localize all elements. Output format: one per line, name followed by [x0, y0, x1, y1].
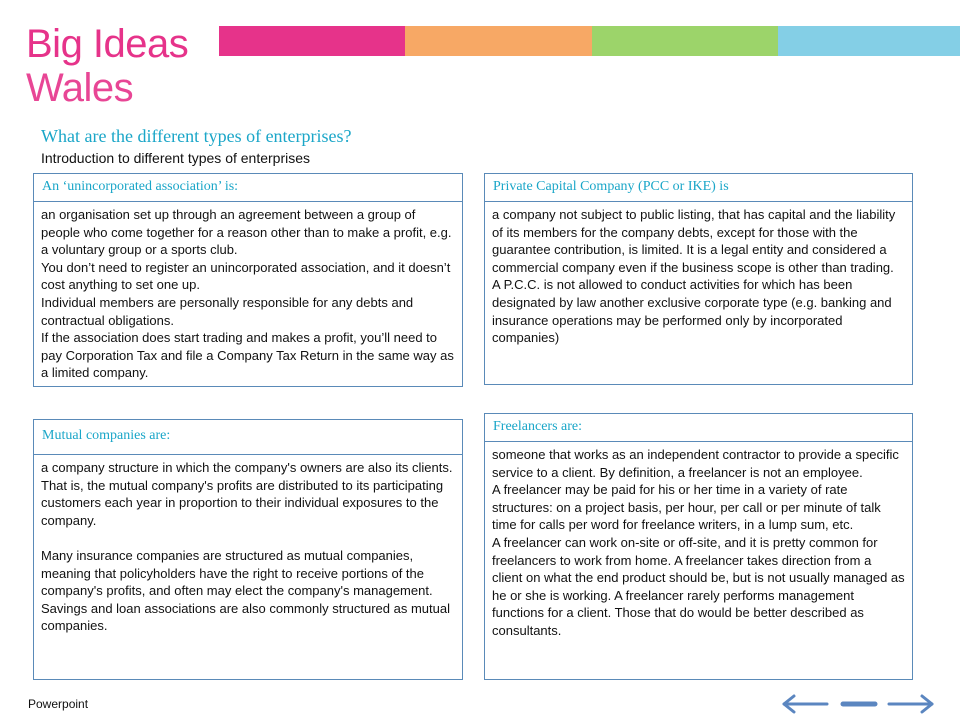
- box-paragraph: [41, 529, 455, 547]
- box-body: [485, 202, 912, 347]
- box-body: [34, 455, 462, 635]
- box-paragraph: a company not subject to public listing, that has capital and the liability of its members for the company debts, except for those with the guarantee contribution, is limited. It is a legal entity and considered a commercial company even if the business scope is other than trading.: [492, 207, 896, 275]
- freelancers-box: [484, 413, 913, 680]
- box-paragraph: You don’t need to register an unincorporated association, and it doesn’t cost anything to set one up.: [41, 259, 451, 293]
- box-heading: Freelancers are:: [485, 414, 912, 442]
- logo-big-ideas: Big Ideas: [26, 22, 189, 66]
- page-subtitle: Introduction to different types of enterprises: [41, 150, 311, 166]
- mutual-companies-box: [33, 419, 463, 680]
- footer-label: Powerpoint: [28, 697, 89, 711]
- box-paragraph: A freelancer may be paid for his or her time in a variety of rate structures: on a project basis, per hour, per call or per minute of talk time for calls per word for freelance writers, in a lump sum, etc.: [492, 482, 881, 533]
- box-paragraph: Many insurance companies are structured as mutual companies, meaning that policyholders have the right to receive portions of the company's profits, and often may elect the company's management. Savings and loan associations are also commonly structured as mutual companies.: [41, 547, 450, 634]
- color-bar-blue: [778, 26, 960, 56]
- home-dash-icon[interactable]: [840, 692, 878, 716]
- box-paragraph: If the association does start trading and makes a profit, you’ll need to pay Corporation Tax and file a Company Tax Return in the same way as a limited company.: [41, 330, 454, 381]
- box-paragraph: an organisation set up through an agreement between a group of people who come together for a reason other than to make a profit, e.g. a voluntary group or a sports club.: [41, 207, 452, 258]
- logo-wales: Wales: [26, 66, 134, 110]
- color-bar-orange: [405, 26, 592, 56]
- arrow-left-icon[interactable]: [780, 692, 830, 716]
- box-paragraph: A freelancer can work on-site or off-site, and it is pretty common for freelancers to work from home. A freelancer takes direction from a client on what the end product should be, but is not usually managed as he or she is working. A freelancer rarely performs management functions for a client. Those that do would be better described as consultants.: [492, 534, 905, 638]
- box-heading: Private Capital Company (PCC or IKE) is: [485, 174, 912, 202]
- pcc-box: [484, 173, 913, 385]
- box-paragraph: a company structure in which the company's owners are also its clients. That is, the mutual company's profits are distributed to its participating customers each year in proportion to their individual exposures to the company.: [41, 460, 453, 528]
- color-bar-green: [592, 26, 778, 56]
- page-title: What are the different types of enterprises?: [41, 126, 352, 146]
- box-paragraph: Individual members are personally responsible for any debts and contractual obligations.: [41, 294, 414, 328]
- box-body: [485, 442, 912, 640]
- color-bar-pink: [219, 26, 405, 56]
- box-heading: An ‘unincorporated association’ is:: [34, 174, 462, 202]
- box-heading: Mutual companies are:: [34, 420, 462, 455]
- box-paragraph: A P.C.C. is not allowed to conduct activities for which has been designated by law another exclusive corporate type (e.g. banking and insurance operations may be performed only by incorporated companies): [492, 277, 892, 346]
- arrow-right-icon[interactable]: [886, 692, 936, 716]
- box-paragraph: someone that works as an independent contractor to provide a specific service to a client. By definition, a freelancer is not an employee.: [492, 447, 899, 480]
- unincorporated-association-box: [33, 173, 463, 387]
- box-body: [34, 202, 462, 382]
